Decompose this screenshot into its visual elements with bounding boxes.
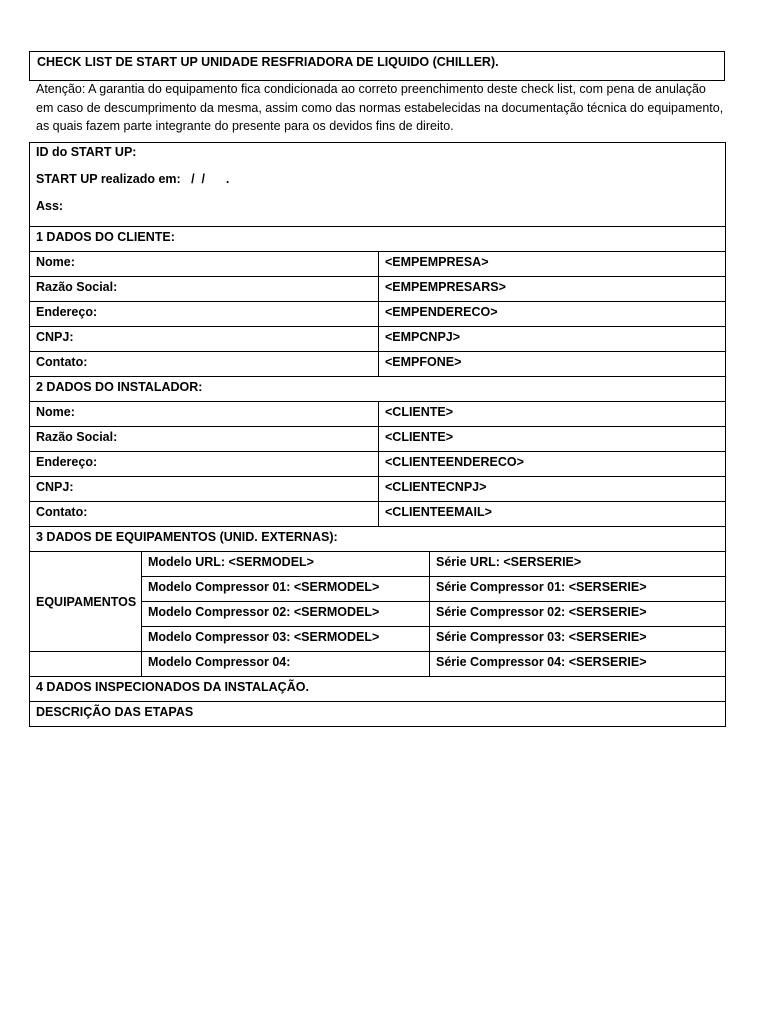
- descricao-etapas[interactable]: DESCRIÇÃO DAS ETAPAS: [30, 702, 726, 727]
- field-label: Endereço:: [30, 452, 379, 477]
- warranty-notice: Atenção: A garantia do equipamento fica condicionada ao correto preenchimento deste check list, com pena de anulação em caso de descumprimento da mesma, assim como das normas estabelecidas na documentação técnica do equipamento, as quais fazem parte integrante do presente para os devidos fins de direito.: [36, 82, 724, 133]
- serie-field[interactable]: Série Compressor 04: <SERSERIE>: [430, 652, 726, 677]
- table-row: [30, 427, 726, 452]
- section-cliente-heading: 1 DADOS DO CLIENTE:: [30, 227, 726, 252]
- field-value[interactable]: <EMPEMPRESARS>: [379, 277, 726, 302]
- field-label: Endereço:: [30, 302, 379, 327]
- table-row: [30, 252, 726, 277]
- modelo-field[interactable]: Modelo Compressor 04:: [142, 652, 430, 677]
- table-row: [30, 402, 726, 427]
- field-label: Razão Social:: [30, 427, 379, 452]
- field-value[interactable]: <CLIENTE>: [379, 402, 726, 427]
- table-row: [30, 477, 726, 502]
- field-value[interactable]: <EMPENDERECO>: [379, 302, 726, 327]
- checklist-form: [29, 142, 726, 727]
- equipamentos-label: EQUIPAMENTOS: [30, 552, 142, 652]
- table-row: [30, 352, 726, 377]
- section-equipamentos-heading: 3 DADOS DE EQUIPAMENTOS (UNID. EXTERNAS):: [30, 527, 726, 552]
- table-row: [30, 452, 726, 477]
- field-value[interactable]: <EMPEMPRESA>: [379, 252, 726, 277]
- modelo-field[interactable]: Modelo Compressor 01: <SERMODEL>: [142, 577, 430, 602]
- table-row: [30, 302, 726, 327]
- startup-section: [30, 143, 726, 227]
- serie-field[interactable]: Série Compressor 03: <SERSERIE>: [430, 627, 726, 652]
- section-instalador-heading: 2 DADOS DO INSTALADOR:: [30, 377, 726, 402]
- field-label: Razão Social:: [30, 277, 379, 302]
- field-label: CNPJ:: [30, 327, 379, 352]
- field-label: Contato:: [30, 502, 379, 527]
- modelo-field[interactable]: Modelo Compressor 02: <SERMODEL>: [142, 602, 430, 627]
- field-label: Nome:: [30, 402, 379, 427]
- field-value[interactable]: <EMPFONE>: [379, 352, 726, 377]
- serie-field[interactable]: Série URL: <SERSERIE>: [430, 552, 726, 577]
- table-row: [30, 277, 726, 302]
- section-inspecao-heading: 4 DADOS INSPECIONADOS DA INSTALAÇÃO.: [30, 677, 726, 702]
- field-value[interactable]: <CLIENTEENDERECO>: [379, 452, 726, 477]
- document-title: CHECK LIST DE START UP UNIDADE RESFRIADORA DE LIQUIDO (CHILLER).: [37, 55, 499, 69]
- field-value[interactable]: <CLIENTEEMAIL>: [379, 502, 726, 527]
- empty-cell: [30, 652, 142, 677]
- field-value[interactable]: <EMPCNPJ>: [379, 327, 726, 352]
- field-label: CNPJ:: [30, 477, 379, 502]
- field-value[interactable]: <CLIENTECNPJ>: [379, 477, 726, 502]
- table-row: [30, 552, 726, 577]
- serie-field[interactable]: Série Compressor 02: <SERSERIE>: [430, 602, 726, 627]
- startup-id-label: ID do START UP:: [36, 145, 137, 159]
- table-row: [30, 502, 726, 527]
- modelo-field[interactable]: Modelo URL: <SERMODEL>: [142, 552, 430, 577]
- table-row: [30, 327, 726, 352]
- field-label: Contato:: [30, 352, 379, 377]
- modelo-field[interactable]: Modelo Compressor 03: <SERMODEL>: [142, 627, 430, 652]
- table-row: [30, 652, 726, 677]
- serie-field[interactable]: Série Compressor 01: <SERSERIE>: [430, 577, 726, 602]
- title-box: [29, 51, 725, 81]
- startup-date-label: START UP realizado em: / / .: [36, 172, 230, 186]
- startup-info-cell: [30, 143, 726, 227]
- field-label: Nome:: [30, 252, 379, 277]
- signature-label: Ass:: [36, 199, 64, 213]
- field-value[interactable]: <CLIENTE>: [379, 427, 726, 452]
